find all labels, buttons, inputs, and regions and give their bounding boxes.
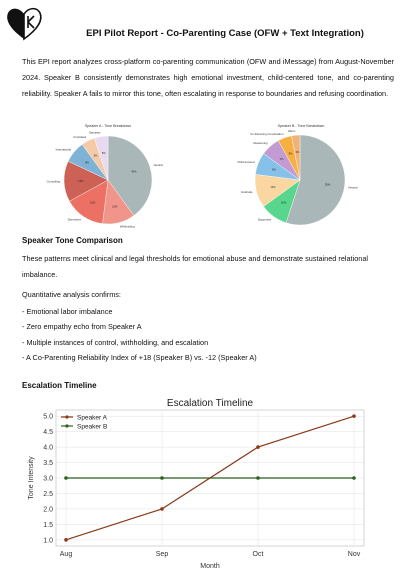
y-tick-label: 5.0 — [43, 413, 53, 421]
pie-a-pct-label: 8% — [85, 161, 89, 165]
escalation-heading: Escalation Timeline — [22, 381, 97, 390]
list-item: - Multiple instances of control, withholding, and escalation — [22, 337, 209, 347]
pie-a-slice-label: Sarcastic — [88, 130, 101, 135]
list-intro: Quantitative analysis confirms: — [22, 290, 121, 299]
pie-b-pct-label: 7% — [279, 158, 284, 162]
y-tick-label: 3.5 — [43, 460, 53, 468]
list-item: - Zero empathy echo from Speaker A — [22, 322, 142, 331]
list-item: - A Co-Parenting Reliability Index of +18 (Speaker B) vs. -12 (Speaker A) — [22, 353, 257, 362]
pie-a-title: Speaker A - Tone Breakdown — [84, 124, 132, 128]
pie-chart-speaker-a — [48, 124, 168, 230]
pie-b-slice-label: Co-Parenting Coordination — [250, 131, 284, 136]
data-point — [352, 414, 356, 418]
x-tick-label: Oct — [252, 551, 264, 558]
pie-b-pct-label: 8% — [272, 168, 276, 172]
pie-b-slice-label: Warm — [288, 129, 296, 134]
data-point — [64, 538, 68, 542]
legend-marker — [65, 424, 68, 427]
data-point — [160, 507, 164, 511]
pie-a-pct-label: 12% — [112, 205, 118, 209]
pie-b-slice-label: Child-focused — [237, 159, 255, 164]
escalation-chart — [22, 396, 382, 578]
analysis-list — [22, 287, 394, 366]
pie-chart-speaker-b — [236, 124, 366, 230]
legend-marker — [65, 415, 68, 418]
intro-paragraph: This EPI report analyzes cross-platform co-parenting communication (OFW and iMessage) from August-November 2024. Speaker B consistently demonstrates high emotional investment, child-centered tone, and co-parenting reliability. Speaker A fails to mirror this tone, often escalating in response to boundaries and refusing coordination. — [22, 57, 394, 98]
data-point — [64, 476, 68, 480]
y-tick-label: 2.0 — [43, 506, 53, 514]
x-tick-label: Nov — [347, 551, 361, 558]
y-tick-label: 2.5 — [43, 490, 53, 498]
x-tick-label: Sep — [155, 551, 169, 558]
pie-b-slice-label: Reassuring — [253, 141, 268, 146]
y-tick-label: 1.5 — [43, 521, 53, 529]
pie-a-slice-label: International — [55, 147, 72, 152]
heart-split-logo-icon — [4, 4, 44, 42]
pie-b-slice-label: Supportive — [257, 217, 272, 222]
pie-a-slice-label: Frustrated — [73, 135, 87, 140]
list-item: - Emotional labor imbalance — [22, 306, 113, 316]
x-tick-label: Aug — [59, 551, 73, 558]
pie-b-pct-label: 12% — [270, 185, 276, 189]
pie-a-pct-label: 5% — [93, 154, 98, 158]
legend-label: Speaker A — [77, 414, 107, 422]
tone-comparison-heading: Speaker Tone Comparison — [22, 236, 123, 245]
pie-b-pct-label: 55% — [324, 183, 331, 187]
legend-label: Speaker B — [77, 423, 108, 431]
data-point — [256, 445, 260, 449]
pie-b-slice-label: Gratitude — [241, 190, 253, 195]
pie-a-slice-label: Withholding — [119, 224, 135, 229]
y-axis-label: Tone Intensity — [28, 456, 35, 500]
pie-b-pct-label: 3% — [295, 151, 300, 155]
pie-a-pct-label: 15% — [78, 179, 84, 183]
report-title: EPI Pilot Report - Co-Parenting Case (OFW + Text Integration) — [86, 28, 364, 39]
data-point — [256, 476, 260, 480]
pie-b-pct-label: 5% — [288, 152, 293, 156]
tone-comparison-paragraph: These patterns meet clinical and legal thresholds for emotional abuse and demonstrate sustained relational imbalance. — [22, 254, 368, 279]
y-tick-label: 4.5 — [43, 429, 53, 437]
y-tick-label: 1.0 — [43, 537, 53, 545]
pie-a-slice-label: Dismissive — [67, 217, 82, 222]
pie-a-pct-label: 15% — [90, 201, 96, 205]
data-point — [160, 476, 164, 480]
pie-b-slice-label: Neutral — [348, 185, 358, 190]
chart-title: Escalation Timeline — [166, 398, 254, 409]
pie-b-pct-label: 10% — [280, 201, 287, 205]
pie-b-title: Speaker B - Tone Breakdown — [277, 124, 325, 128]
data-point — [352, 476, 356, 480]
y-tick-label: 3.0 — [43, 475, 53, 483]
pie-a-slice-label: Neutral — [153, 163, 163, 168]
pie-a-pct-label: 5% — [101, 152, 106, 156]
x-axis-label: Month — [200, 563, 220, 570]
y-tick-label: 4.0 — [43, 444, 53, 452]
pie-a-slice-label: Controlling — [46, 179, 61, 184]
pie-a-pct-label: 40% — [131, 170, 137, 174]
